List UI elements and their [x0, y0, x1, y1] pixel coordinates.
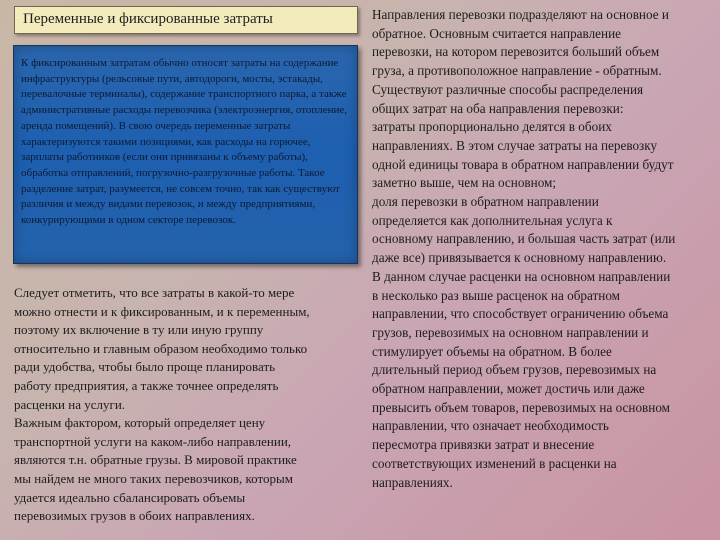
title-box — [14, 6, 358, 34]
right-line: превысить объем товаров, перевозимых на основном — [372, 399, 671, 415]
right-line: В данном случае расценки на основном направлении — [372, 268, 671, 284]
right-line: длительный период объем грузов, перевозимых на — [372, 362, 657, 378]
left-line: относительно и главным образом необходимо только — [14, 340, 308, 356]
right-line: одной единицы товара в обратном направлении будут — [372, 156, 674, 172]
right-line: затраты пропорционально делятся в обоих — [372, 119, 612, 135]
left-line: мы найдем не много таких перевозчиков, которым — [14, 470, 293, 486]
right-line: направлении, что способствует ограничению объема — [372, 306, 669, 322]
left-line: удается идеально сбалансировать объемы — [14, 489, 246, 505]
right-line: перевозки, на котором перевозится больший объем — [372, 44, 660, 60]
right-line: соответствующих изменений в расценки на — [372, 455, 617, 471]
right-line: Существуют различные способы распределения — [372, 81, 644, 97]
right-line: грузов, перевозимых на основном направлении и — [372, 324, 649, 340]
right-line: общих затрат на оба направления перевозки: — [372, 100, 624, 116]
right-line: направлениях. — [372, 474, 453, 490]
right-line: груза, а противоположное направление - обратным. — [372, 63, 662, 79]
left-paragraph — [14, 284, 364, 526]
left-line: перевозимых грузов в обоих направлениях. — [14, 508, 255, 524]
right-line: обратном направлении, может достичь или даже — [372, 381, 645, 397]
left-line: транспортной услуги на каком-либо направлении, — [14, 433, 292, 449]
right-line: основному направлению, и большая часть затрат (или — [372, 231, 676, 247]
fixed-costs-box — [13, 45, 358, 264]
right-line: обратное. Основным считается направление — [372, 25, 621, 41]
left-line: можно отнести и к фиксированным, и к переменным, — [14, 303, 310, 319]
right-line: даже все) привязывается к основному направлению. — [372, 250, 667, 266]
left-line: работу предприятия, а также точнее определять — [14, 377, 279, 393]
right-line: направлении, что означает необходимость — [372, 418, 609, 434]
left-line: поэтому их включение в ту или иную группу — [14, 322, 264, 338]
slide-title: Переменные и фиксированные затраты — [23, 11, 273, 27]
right-line: направлениях. В этом случае затраты на перевозку — [372, 137, 658, 153]
left-line: Следует отметить, что все затраты в какой-то мере — [14, 285, 295, 300]
right-line: определяется как дополнительная услуга к — [372, 212, 613, 228]
left-line: являются т.н. обратные грузы. В мировой практике — [14, 452, 297, 468]
right-paragraph — [372, 6, 718, 492]
right-line: доля перевозки в обратном направлении — [372, 194, 599, 210]
right-line: стимулирует объемы на обратном. В более — [372, 343, 612, 359]
right-line: заметно выше, чем на основном; — [372, 175, 557, 191]
left-line: расценки на услуги. — [14, 396, 126, 412]
fixed-costs-text: К фиксированным затратам обычно относят затраты на содержание инфраструктуры (рельсовые пути, автодороги, мосты, эстакады, перевалочные терминалы), содержание транспортного парка, а также административные расходы перевозчика (электроэнергия, отопление, аренда помещений). В свою очередь переменные затраты характеризуются такими позициями, как расходы на горючее, зарплаты работников (если они привязаны к объему работы), обработка отправлений, погрузочно-разгрузочные работы. Такое разделение затрат, разумеется, не совсем точно, так как существуют различия и между видами перевозок, и между предприятиями, конкурирующими в одном секторе перевозок. — [21, 57, 348, 227]
right-line: Направления перевозки подразделяют на основное и — [372, 7, 669, 22]
left-line: ради удобства, чтобы было проще планировать — [14, 359, 276, 375]
right-line: пересмотра привязки затрат и внесение — [372, 437, 595, 453]
left-line: Важным фактором, который определяет цену — [14, 415, 266, 431]
right-line: в несколько раз выше расценок на обратном — [372, 287, 621, 303]
